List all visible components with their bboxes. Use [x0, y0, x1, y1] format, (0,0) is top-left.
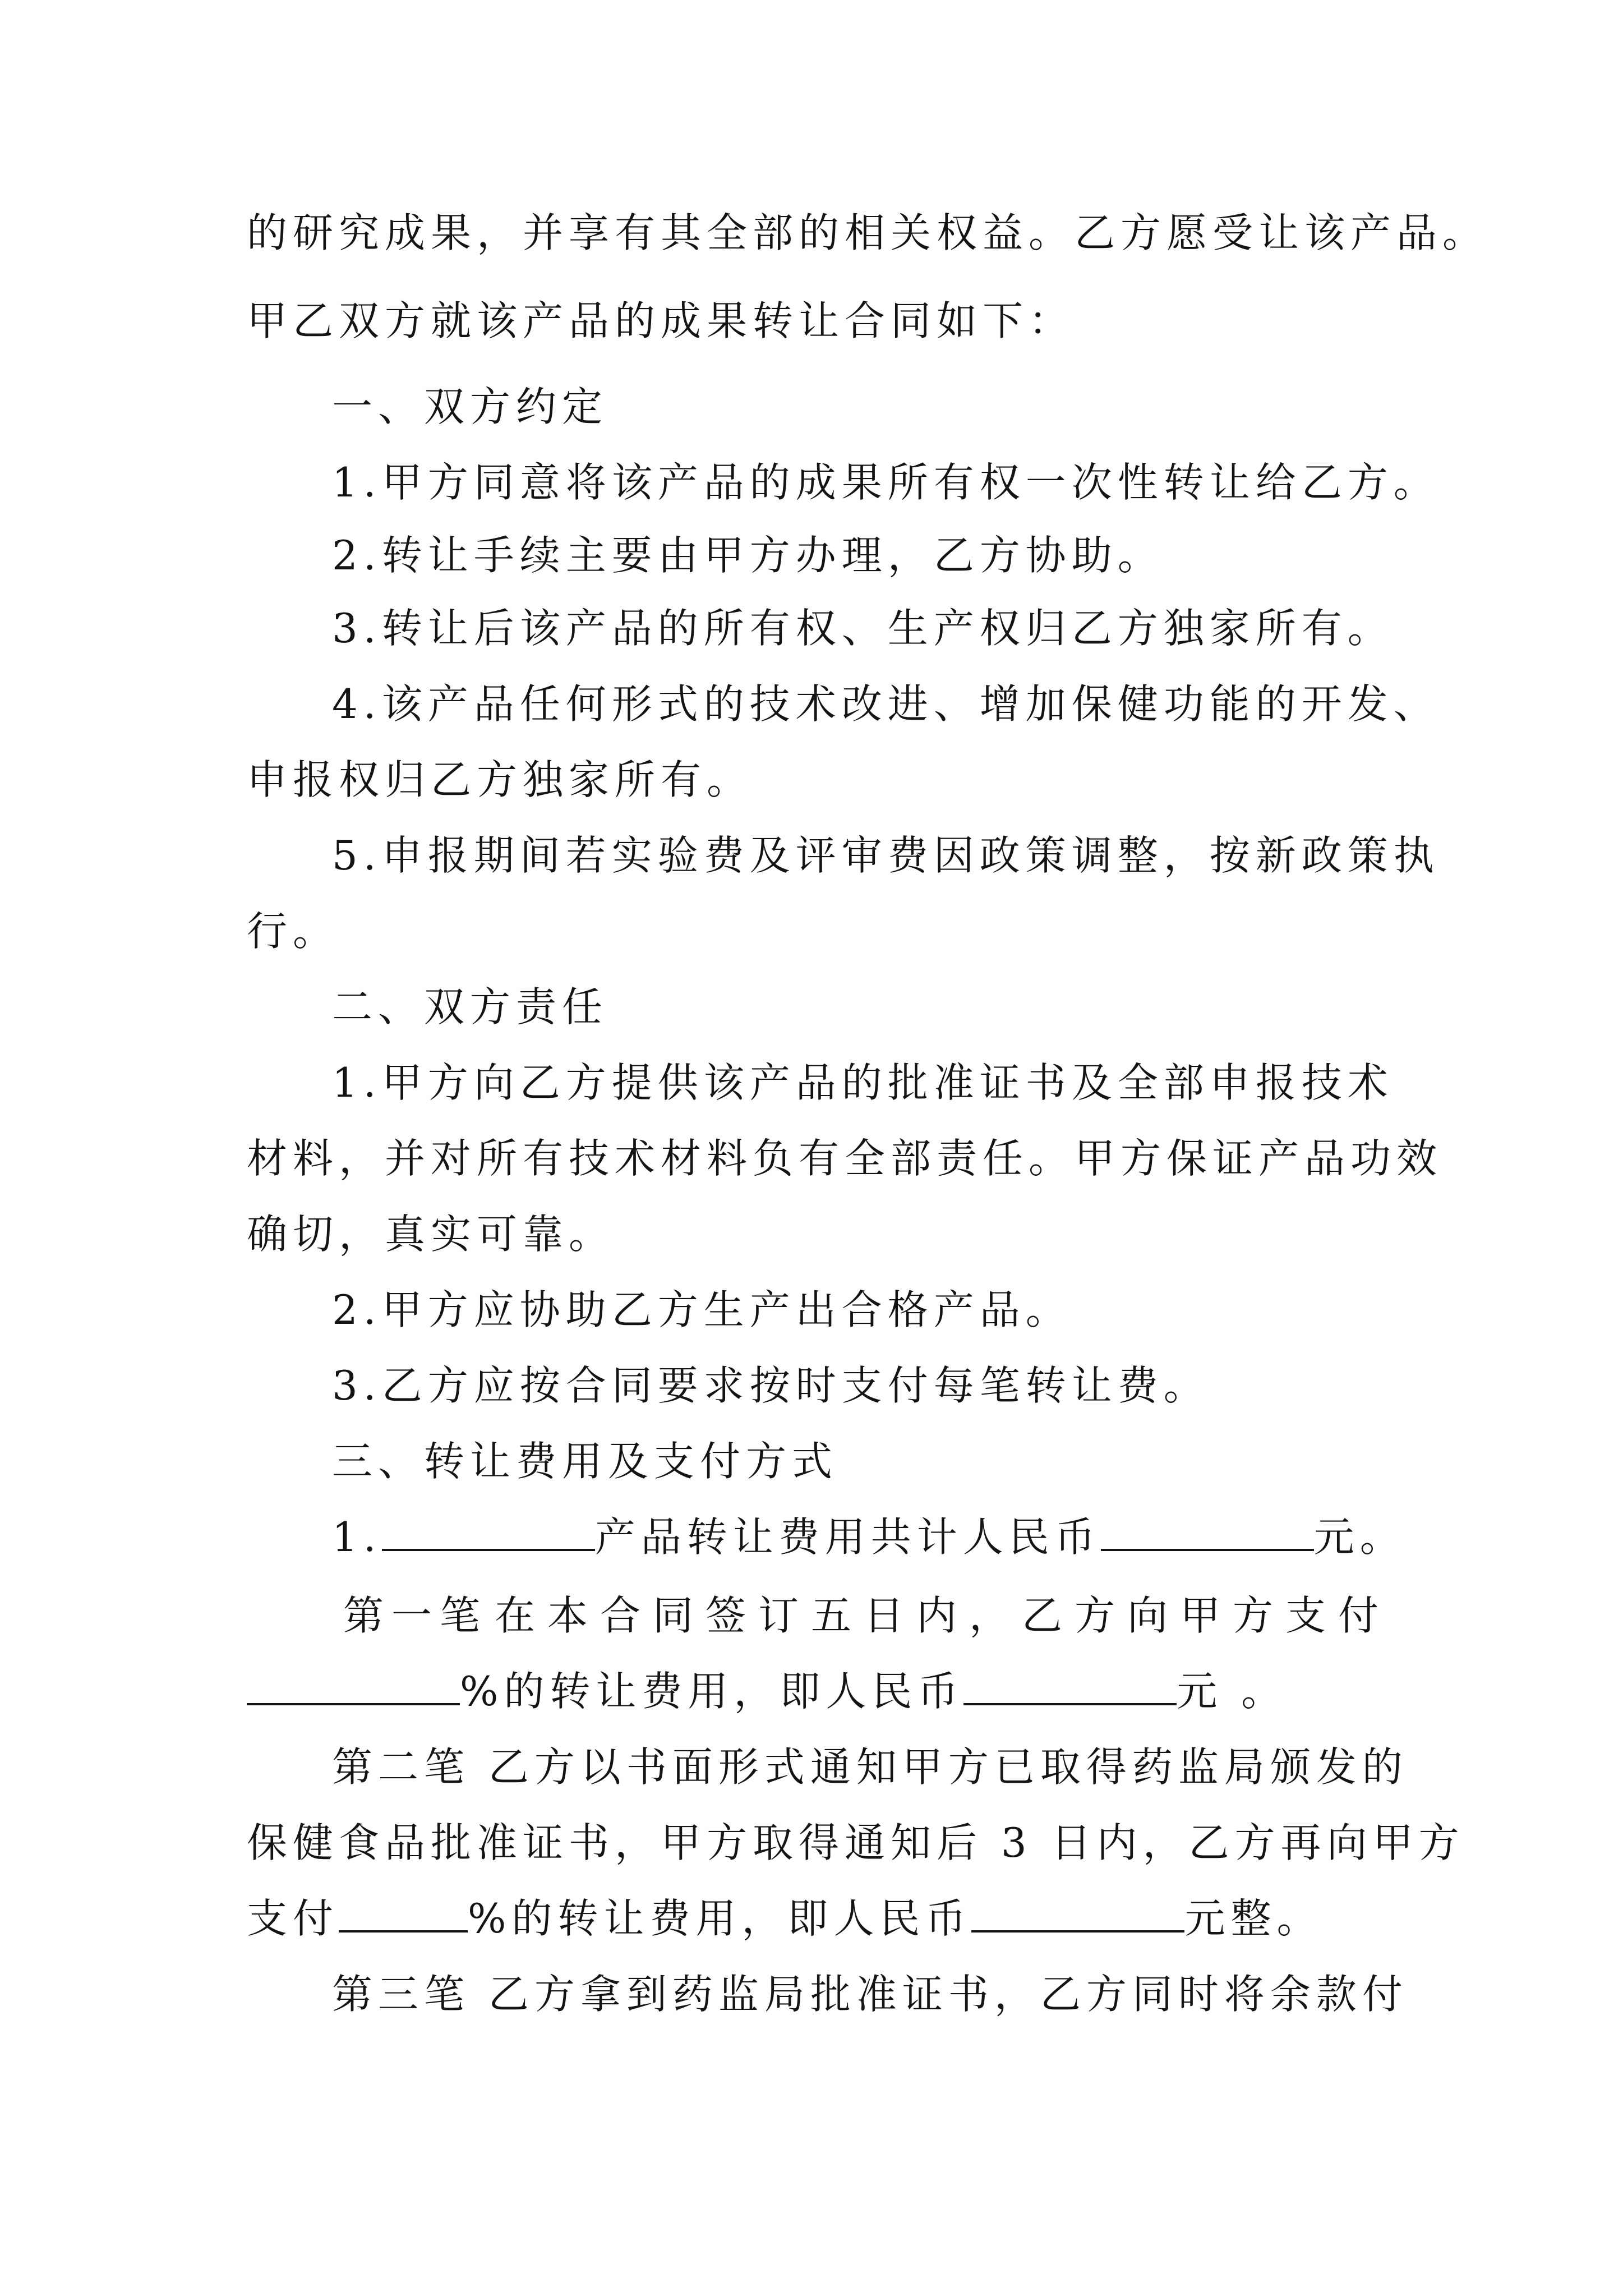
first-payment-label: 第一笔 — [343, 1592, 488, 1639]
first-payment-amount-line — [247, 1658, 1391, 1725]
text-line: 行。 — [247, 908, 339, 955]
fill-in-blank — [1101, 1505, 1314, 1551]
first-payment-text: 在本合同签订五日内，乙方向甲方支付 — [494, 1592, 1391, 1639]
fee-middle: 产品转让费用共计人民币 — [594, 1513, 1101, 1561]
fee-line — [332, 1503, 1406, 1571]
first-payment-suffix: 元 。 — [1177, 1668, 1288, 1715]
text-line: 3.乙方应按合同要求按时支付每笔转让费。 — [332, 1362, 1210, 1409]
first-payment-line — [343, 1582, 1391, 1649]
section-heading: 二、双方责任 — [332, 983, 608, 1030]
text-line: 第三笔 乙方拿到药监局批准证书，乙方同时将余款付 — [332, 1971, 1408, 2018]
text-line: 3.转让后该产品的所有权、生产权归乙方独家所有。 — [332, 605, 1394, 652]
second-payment-suffix: 元整。 — [1184, 1895, 1323, 1942]
fill-in-blank — [382, 1505, 595, 1551]
text-line: 2.转让手续主要由甲方办理，乙方协助。 — [332, 532, 1164, 579]
fill-in-blank — [339, 1887, 468, 1932]
fill-in-blank — [247, 1659, 460, 1705]
text-line: 确切，真实可靠。 — [247, 1211, 615, 1258]
text-line: 保健食品批准证书，甲方取得通知后 3 日内，乙方再向甲方 — [247, 1819, 1465, 1866]
fee-prefix: 1. — [332, 1513, 382, 1561]
text-line: 甲乙双方就该产品的成果转让合同如下： — [247, 297, 1075, 344]
text-line: 1.甲方向乙方提供该产品的批准证书及全部申报技术 — [332, 1059, 1394, 1106]
text-line: 的研究成果，并享有其全部的相关权益。乙方愿受让该产品。 — [247, 209, 1489, 256]
text-line: 申报权归乙方独家所有。 — [247, 756, 753, 803]
text-line: 4.该产品任何形式的技术改进、增加保健功能的开发、 — [332, 680, 1440, 728]
text-line: 材料，并对所有技术材料负有全部责任。甲方保证产品功效 — [247, 1135, 1443, 1182]
fill-in-blank — [963, 1659, 1177, 1705]
section-heading: 一、双方约定 — [332, 383, 608, 430]
fill-in-blank — [971, 1887, 1184, 1932]
text-line: 1.甲方同意将该产品的成果所有权一次性转让给乙方。 — [332, 459, 1440, 506]
text-line: 2.甲方应协助乙方生产出合格产品。 — [332, 1286, 1072, 1333]
second-payment-middle: %的转让费用，即人民币 — [468, 1895, 972, 1942]
second-payment-amount-line — [247, 1885, 1391, 1952]
section-heading: 三、转让费用及支付方式 — [332, 1438, 838, 1485]
text-line: 5.申报期间若实验费及评审费因政策调整，按新政策执 — [332, 832, 1440, 879]
fee-suffix: 元。 — [1313, 1513, 1406, 1561]
first-payment-middle: %的转让费用，即人民币 — [460, 1668, 964, 1715]
second-payment-prefix: 支付 — [247, 1895, 339, 1942]
text-line: 第二笔 乙方以书面形式通知甲方已取得药监局颁发的 — [332, 1743, 1408, 1791]
